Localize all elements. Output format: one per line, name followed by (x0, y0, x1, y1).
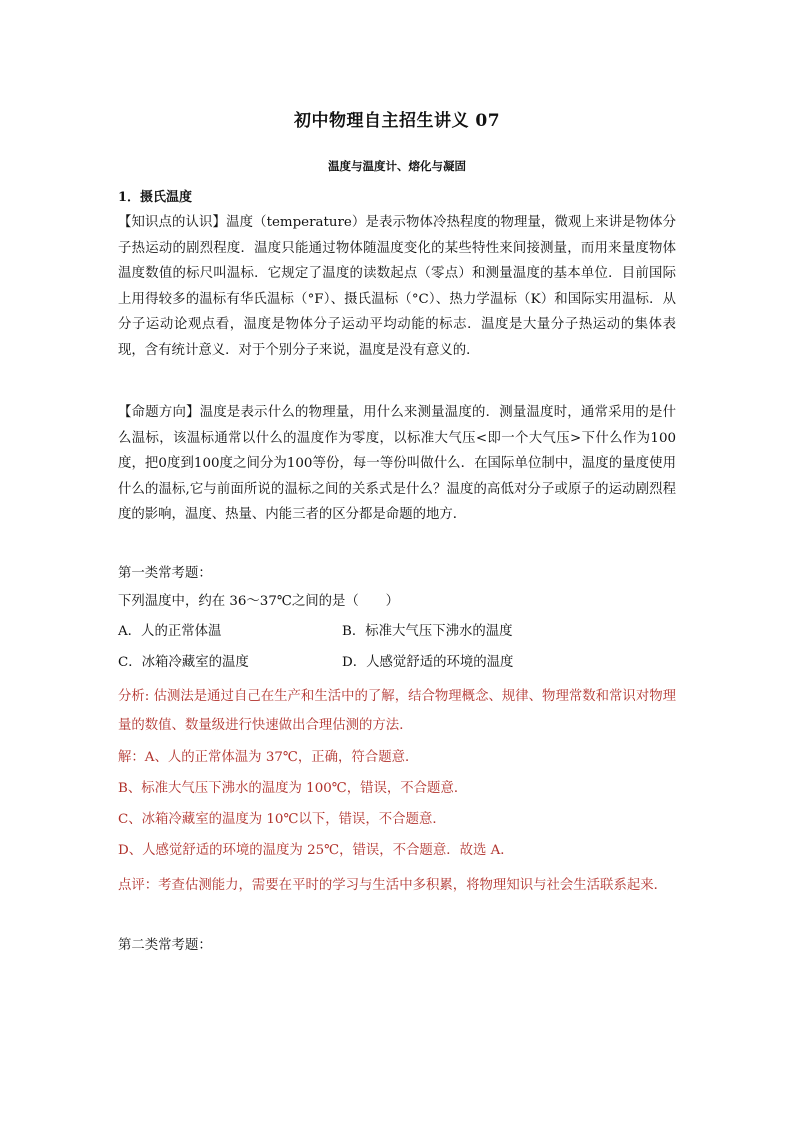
direction-text: 温度是表示什么的物理量，用什么来测量温度的．测量温度时，通常采用的是什么温标，该温标通常以什么的温度作为零度，以标准大气压<即一个大气压>下什么作为100度，把0度到100度之间分为100等份，每一等份叫做什么．在国际单位制中，温度的量度使用什么的温标,它与前面所说的温标之间的关系式是什么？温度的高低对分子或原子的运动剧烈程度的影响，温度、热量、内能三者的区分都是命题的地方． (118, 405, 677, 522)
comment-text: 点评：考查估测能力，需要在平时的学习与生活中多积累，将物理知识与社会生活联系起来． (118, 878, 668, 893)
section-heading: 1．摄氏温度 (118, 190, 193, 205)
analysis-text: 分析: 估测法是通过自己在生产和生活中的了解，结合物理概念、规律、物理常数和常识对物理量的数值、数量级进行快速做出合理估测的方法． (118, 689, 676, 733)
type2-heading: 第二类常考题： (118, 938, 212, 953)
solution-line-a: 解：A、人的正常体温为 37℃，正确，符合题意． (118, 750, 419, 765)
option-c: C．冰箱冷藏室的温度 (118, 655, 249, 670)
type1-heading: 第一类常考题： (118, 566, 212, 581)
option-d: D．人感觉舒适的环境的温度 (342, 655, 514, 670)
direction-paragraph (118, 400, 676, 528)
question-text: 下列温度中，约在 36～37℃之间的是（ ） (118, 594, 399, 609)
direction-label: 【命题方向】 (118, 405, 200, 420)
option-b: B．标准大气压下沸水的温度 (342, 624, 513, 639)
solution-line-c: C、冰箱冷藏室的温度为 10℃以下，错误，不合题意． (118, 812, 446, 827)
knowledge-label: 【知识点的认识】 (118, 215, 227, 230)
option-a: A．人的正常体温 (118, 624, 222, 639)
solution-line-b: B、标准大气压下沸水的温度为 100℃，错误，不合题意． (118, 781, 468, 796)
solution-line-d: D、人感觉舒适的环境的温度为 25℃，错误，不合题意．故选 A． (118, 843, 514, 858)
knowledge-paragraph (118, 210, 676, 363)
document-subtitle: 温度与温度计、熔化与凝固 (328, 159, 466, 173)
knowledge-text: 温度（temperature）是表示物体冷热程度的物理量，微观上来讲是物体分子热运动的剧烈程度．温度只能通过物体随温度变化的某些特性来间接测量，而用来量度物体温度数值的标尺叫温标．它规定了温度的读数起点（零点）和测量温度的基本单位．目前国际上用得较多的温标有华氏温标（°F）、摄氏温标（°C）、热力学温标（K）和国际实用温标．从分子运动论观点看，温度是物体分子运动平均动能的标志．温度是大量分子热运动的集体表现，含有统计意义．对于个别分子来说，温度是没有意义的． (118, 215, 677, 358)
document-title: 初中物理自主招生讲义 07 (293, 111, 501, 131)
